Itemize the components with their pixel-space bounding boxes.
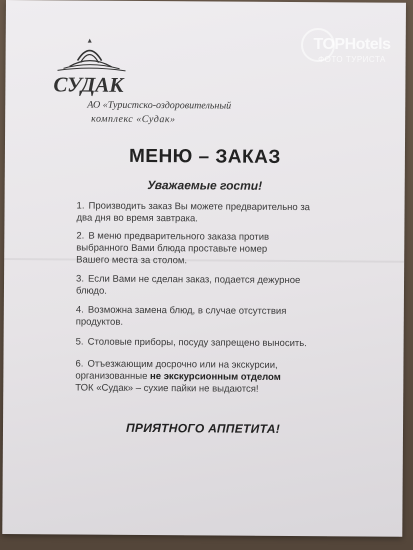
rule-line: выбранного Вами блюда проставьте номер: [76, 242, 268, 255]
rule-line: Отъезжающим досрочно или на экскурсии,: [87, 358, 278, 371]
rule-line: Вашего места за столом.: [76, 254, 188, 267]
rule-item-1: [76, 200, 356, 226]
rule-item-3: [76, 273, 356, 299]
rule-number: 5.: [75, 336, 84, 348]
rules-list: [75, 200, 357, 395]
rule-line: организованные: [75, 370, 148, 382]
page-title: МЕНЮ – ЗАКАЗ: [128, 145, 281, 168]
rule-item-5: [76, 336, 356, 350]
organization-name: [87, 99, 317, 129]
logo-emblem-icon: [49, 36, 139, 97]
closing-message: ПРИЯТНОГО АППЕТИТА!: [125, 420, 281, 436]
greeting: Уважаемые гости!: [147, 177, 263, 193]
rule-line: Если Вами не сделан заказ, подается дежурное: [88, 273, 301, 287]
menu-sheet: [2, 0, 406, 537]
rule-line: В меню предварительного заказа против: [88, 230, 270, 243]
rule-item-2: [76, 230, 356, 268]
watermark-subtext: ФОТО ТУРИСТА: [318, 55, 386, 64]
rule-number: 4.: [75, 304, 84, 316]
rule-line: блюдо.: [75, 285, 107, 297]
rule-number: 6.: [75, 358, 84, 370]
organization-line-1: АО «Туристско-оздоровительный: [87, 99, 232, 112]
watermark-emblem-icon: [301, 28, 335, 62]
rule-line: Столовые приборы, посуду запрещено выносить.: [87, 336, 307, 350]
rule-line: Производить заказ Вы можете предварительно за: [88, 200, 311, 214]
logo-brand-text: СУДАК: [53, 72, 124, 97]
watermark-text: TOPHotels: [313, 36, 391, 53]
rule-line: продуктов.: [75, 316, 124, 328]
rule-item-4: [76, 304, 356, 330]
organization-line-2: комплекс «Судак»: [91, 113, 176, 126]
rule-line: Возможна замена блюд, в случае отсутствия: [87, 304, 287, 317]
rule-bold-text: не экскурсионным отделом: [150, 371, 281, 383]
rule-number: 2.: [76, 230, 85, 242]
rule-number: 1.: [76, 200, 85, 212]
rule-number: 3.: [76, 273, 85, 285]
tophotels-watermark: [297, 20, 407, 80]
rule-line: ТОК «Судак» – сухие пайки не выдаются!: [75, 382, 259, 395]
rule-item-6: [75, 358, 355, 396]
rule-line: два дня во время завтрака.: [76, 212, 198, 225]
sudak-logo: [49, 36, 139, 97]
